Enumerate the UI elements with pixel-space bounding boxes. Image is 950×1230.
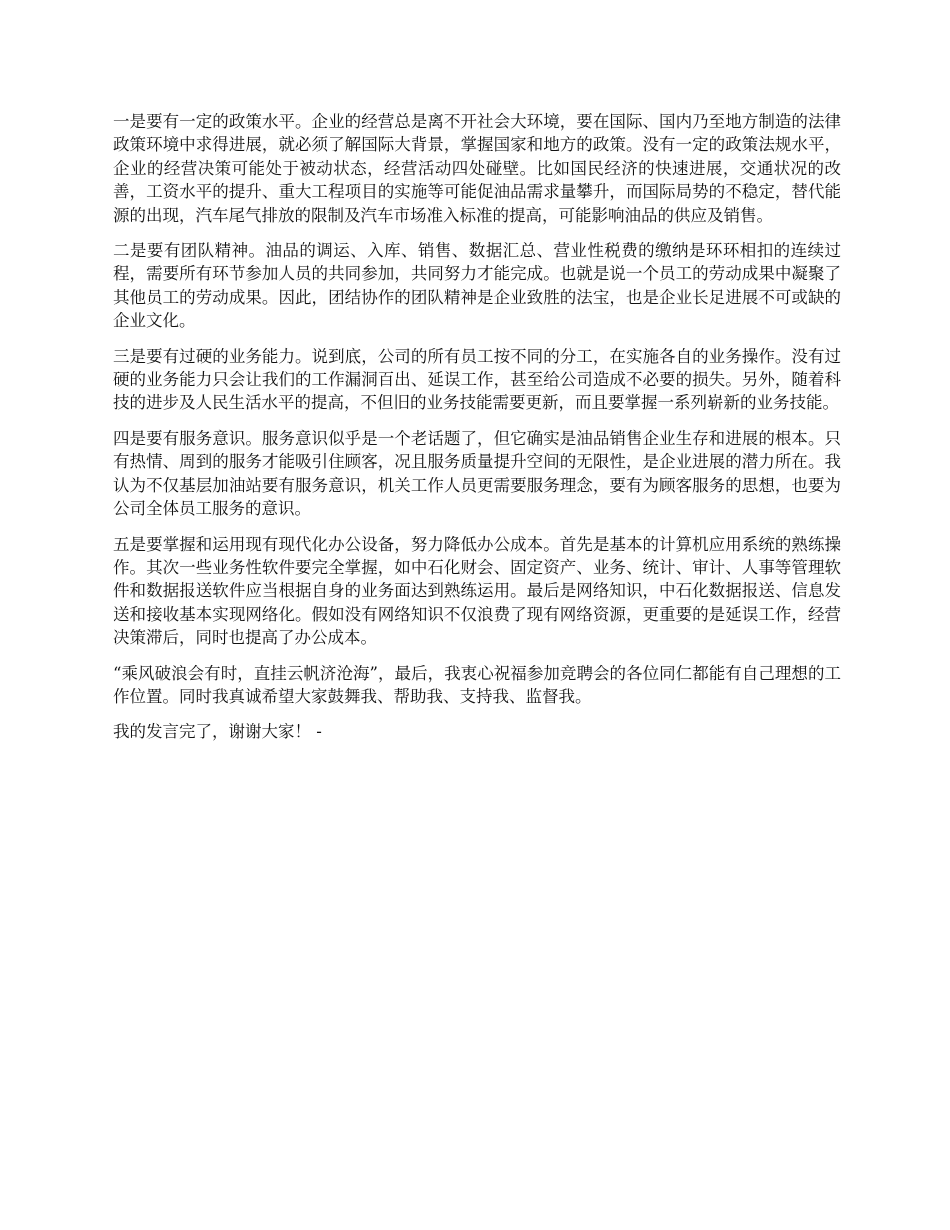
paragraph-thanks: 我的发言完了，谢谢大家！ -: [113, 722, 322, 742]
document-page: [113, 110, 841, 756]
paragraph-team-spirit: 二是要有团队精神。油品的调运、入库、销售、数据汇总、营业性税费的缴纳是环环相扣的连续过程，需要所有环节参加人员的共同参加，共同努力才能完成。也就是说一个员工的劳动成果中凝聚了其他员工的劳动成果。因此，团结协作的团队精神是企业致胜的法宝，也是企业长足进展不可或缺的企业文化。: [113, 241, 841, 331]
paragraph-service-awareness: 四是要有服务意识。服务意识似乎是一个老话题了，但它确实是油品销售企业生存和进展的根本。只有热情、周到的服务才能吸引住顾客，况且服务质量提升空间的无限性，是企业进展的潜力所在。我认为不仅基层加油站要有服务意识，机关工作人员更需要服务理念，要有为顾客服务的思想，也要为公司全体员工服务的意识。: [113, 428, 841, 519]
paragraph-policy-level: 一是要有一定的政策水平。企业的经营总是离不开社会大环境，要在国际、国内乃至地方制造的法律政策环境中求得进展，就必须了解国际大背景，掌握国家和地方的政策。没有一定的政策法规水平，企业的经营决策可能处于被动状态，经营活动四处碰壁。比如国民经济的快速进展，交通状况的改善，工资水平的提升、重大工程项目的实施等可能促油品需求量攀升，而国际局势的不稳定，替代能源的出现，汽车尾气排放的限制及汽车市场准入标准的提高，可能影响油品的供应及销售。: [113, 112, 841, 225]
paragraph-business-ability: 三是要有过硬的业务能力。说到底，公司的所有员工按不同的分工，在实施各自的业务操作。没有过硬的业务能力只会让我们的工作漏洞百出、延误工作，甚至给公司造成不必要的损失。另外，随着科技的进步及人民生活水平的提高，不但旧的业务技能需要更新，而且要掌握一系列崭新的业务技能。: [113, 346, 841, 413]
paragraph-office-equipment: 五是要掌握和运用现有现代化办公设备，努力降低办公成本。首先是基本的计算机应用系统的熟练操作。其次一些业务性软件要完全掌握，如中石化财会、固定资产、业务、统计、审计、人事等管理软件和数据报送软件应当根据自身的业务面达到熟练运用。最后是网络知识，中石化数据报送、信息发送和接收基本实现网络化。假如没有网络知识不仅浪费了现有网络资源，更重要的是延误工作，经营决策滞后，同时也提高了办公成本。: [113, 534, 841, 648]
paragraph-closing-wishes: “乘风破浪会有时，直挂云帆济沧海”，最后，我衷心祝福参加竞聘会的各位同仁都能有自己理想的工作位置。同时我真诚希望大家鼓舞我、帮助我、支持我、监督我。: [113, 663, 841, 706]
